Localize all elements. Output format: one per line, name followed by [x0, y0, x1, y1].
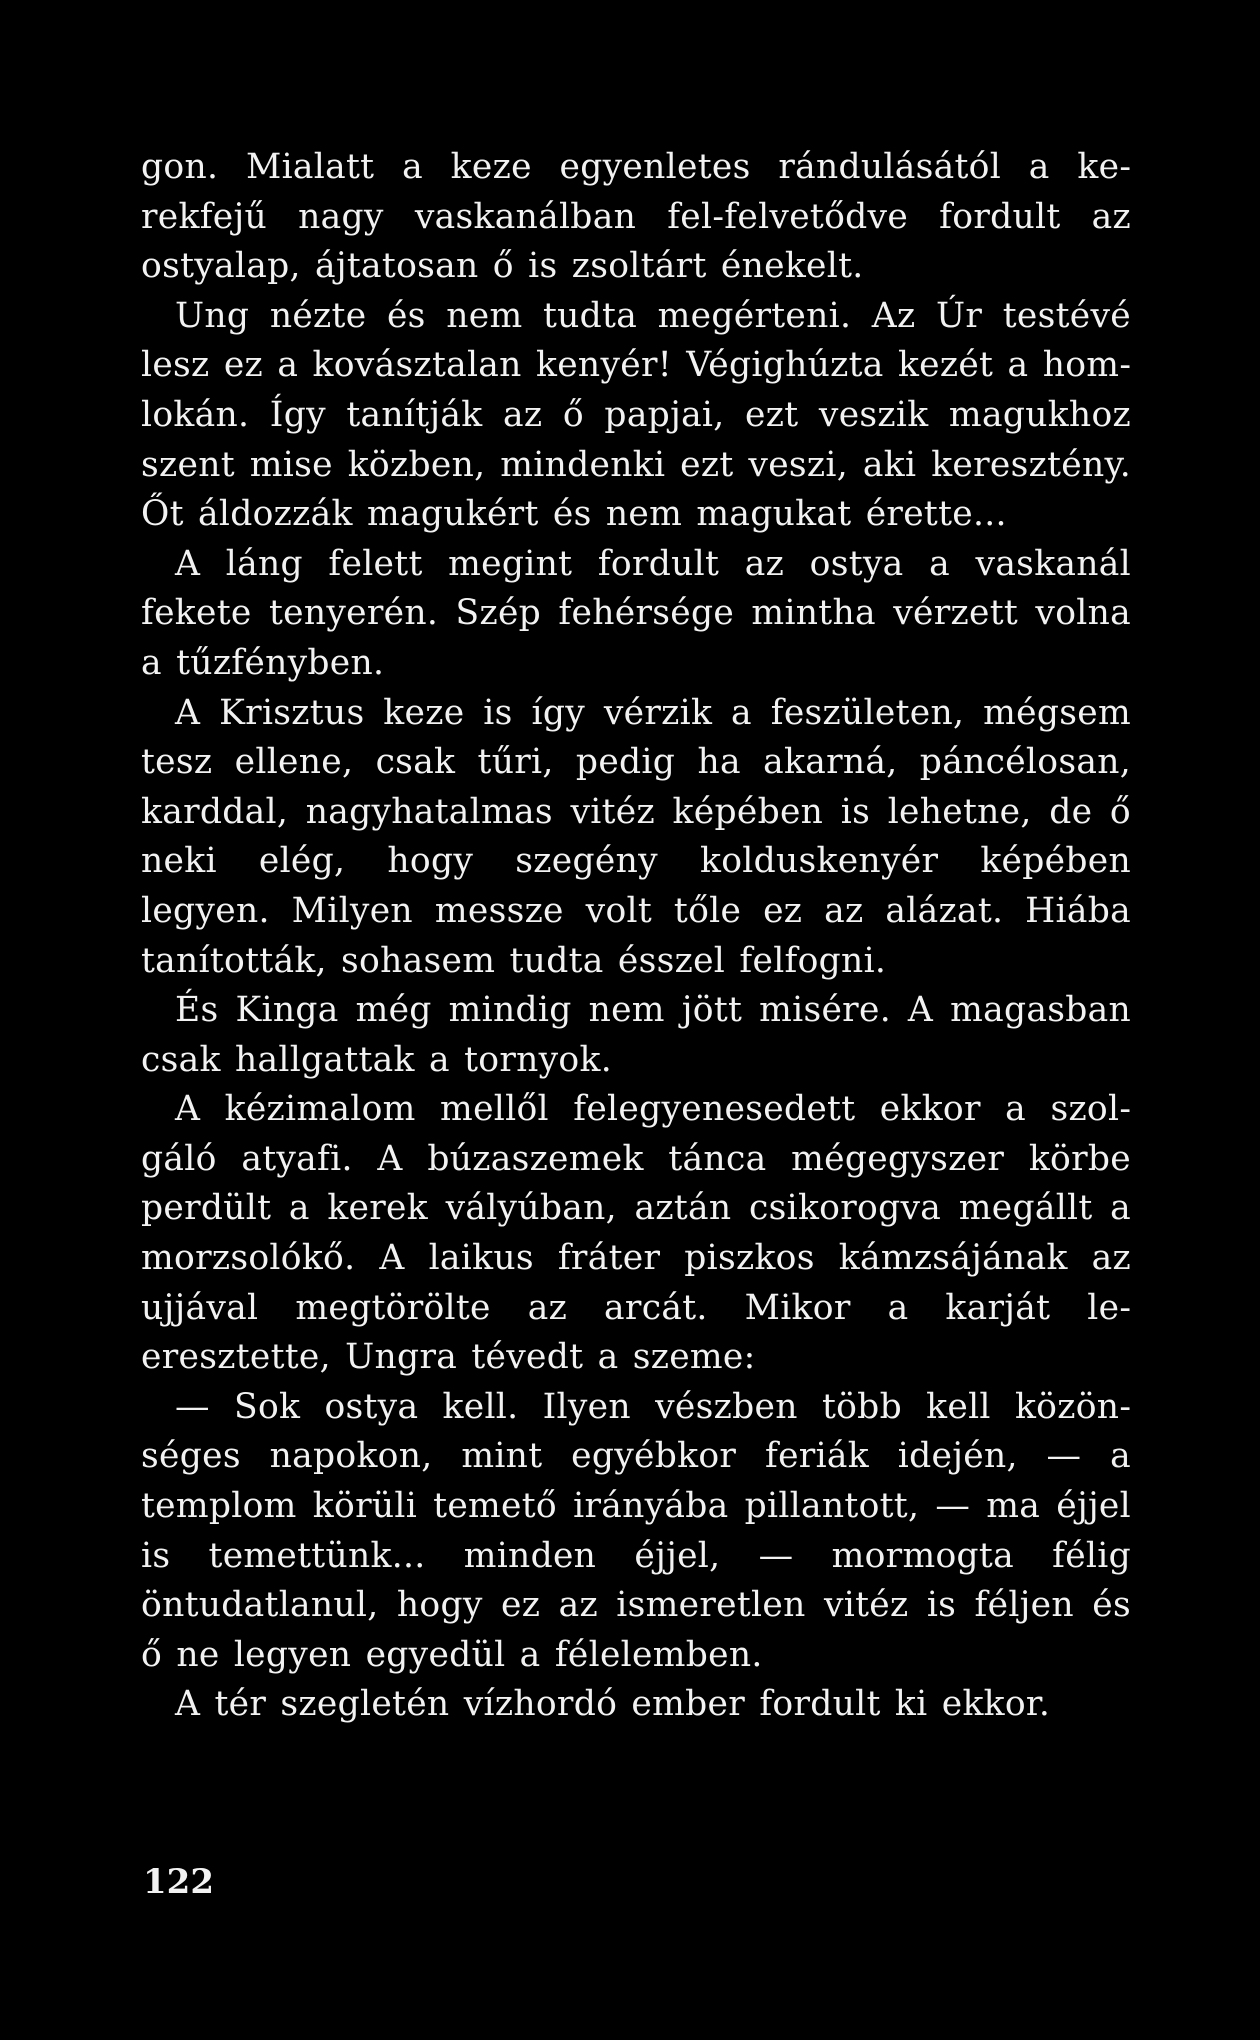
paragraph-4: A Krisztus keze is így vérzik a feszületen, mégsem tesz ellene, csak tűri, pedig ha akarná, páncélosan, karddal, nagyhatalmas vitéz képében is lehetne, de ő neki elég, hogy szegény kolduskenyér képében legyen. Milyen messze volt tőle ez az alázat. Hiába tanították, sohasem tudta ésszel felfogni. [141, 692, 1131, 981]
paragraph-8: A tér szegletén vízhordó ember fordult ki ekkor. [175, 1684, 1051, 1725]
paragraph-2: Ung nézte és nem tudta megérteni. Az Úr testévé lesz ez a kovásztalan kenyér! Végighúzta kezét a homlokán. Így tanítják az ő papjai, ezt veszik magukhoz szent mise közben, mindenki ezt veszi, aki keresztény. Őt áldozzák magukért és nem magukat érette... [141, 295, 1131, 535]
paragraph-6: A kézimalom mellől felegyenesedett ekkor a szolgáló atyafi. A búzaszemek tánca mégegyszer körbe perdült a kerek vályúban, aztán csikorogva megállt a morzsolókő. A laikus fráter piszkos kámzsájának az ujjával megtörölte az arcát. Mikor a karját leeresztette, Ungra tévedt a szeme: [141, 1089, 1131, 1378]
page-number: 122 [143, 1862, 214, 1902]
paragraph-3: A láng felett megint fordult az ostya a vaskanál fekete tenyerén. Szép fehérsége mintha vérzett volna a tűzfényben. [141, 543, 1131, 683]
paragraph-1: gon. Mialatt a keze egyenletes rándulásától a kerekfejű nagy vaskanálban fel-felvetődve fordult az ostyalap, ájtatosan ő is zsoltárt énekelt. [141, 147, 1131, 287]
paragraph-5: És Kinga még mindig nem jött misére. A magasban csak hallgattak a tornyok. [141, 990, 1131, 1080]
paragraph-7: — Sok ostya kell. Ilyen vészben több kell közönséges napokon, mint egyébkor feriák idején, — a templom körüli temető irányába pillantott, — ma éjjel is temettünk... minden éjjel, — mormogta félig öntudatlanul, hogy ez az ismeretlen vitéz is féljen és ő ne legyen egyedül a félelemben. [141, 1386, 1131, 1675]
page-body [141, 143, 1131, 1730]
